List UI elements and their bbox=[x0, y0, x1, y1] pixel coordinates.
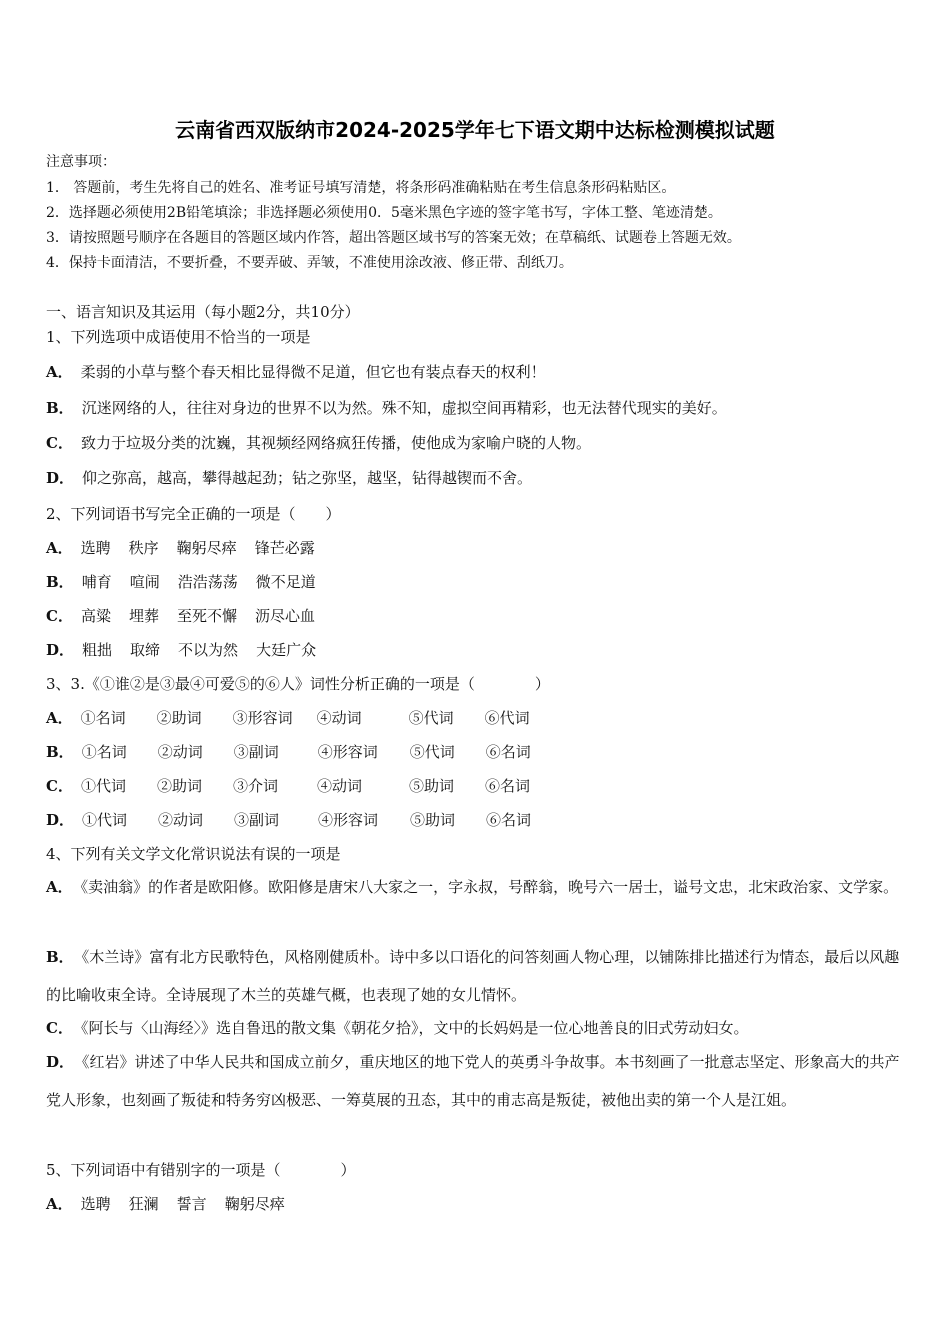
option-word: ⑥名词 bbox=[485, 743, 531, 761]
option-word: ⑤代词 bbox=[408, 709, 454, 727]
notice-item: 4．保持卡面清洁，不要折叠，不要弄破、弄皱，不准使用涂改液、修正带、刮纸刀。 bbox=[46, 255, 573, 271]
option-text: 致力于垃圾分类的沈巍，其视频经网络疯狂传播，使他成为家喻户晓的人物。 bbox=[80, 434, 591, 452]
option-word: ④形容词 bbox=[318, 811, 379, 829]
option-word: 沥尽心血 bbox=[255, 607, 316, 625]
option-word: ③形容词 bbox=[232, 709, 293, 727]
option-letter: A． bbox=[46, 1195, 73, 1213]
option-word: ②动词 bbox=[158, 811, 204, 829]
option-word: ①代词 bbox=[80, 777, 126, 795]
q2-option-c bbox=[46, 606, 333, 626]
option-word: 狂澜 bbox=[128, 1195, 159, 1213]
option-letter: B． bbox=[46, 743, 74, 761]
option-text: 柔弱的小草与整个春天相比显得微不足道，但它也有装点春天的权利！ bbox=[80, 363, 546, 381]
option-word: 大廷广众 bbox=[256, 641, 317, 659]
option-word: 浩浩荡荡 bbox=[177, 573, 238, 591]
option-letter: B． bbox=[46, 948, 74, 966]
option-word: ②助词 bbox=[156, 709, 202, 727]
notice-item: 3．请按照题号顺序在各题目的答题区域内作答，超出答题区域书写的答案无效；在草稿纸、试题卷上答题无效。 bbox=[46, 230, 741, 246]
question-2-stem: 2、下列词语书写完全正确的一项是（ ） bbox=[46, 505, 341, 523]
q5-option-a bbox=[46, 1194, 303, 1214]
option-text: 《阿长与〈山海经〉》选自鲁迅的散文集《朝花夕拾》，文中的长妈妈是一位心地善良的旧式劳动妇女。 bbox=[80, 1019, 749, 1037]
option-text: 《卖油翁》的作者是欧阳修。欧阳修是唐宋八大家之一，字永叔，号醉翁，晚号六一居士，谥号文忠，北宋政治家、文学家。 bbox=[80, 878, 899, 896]
q3-option-a bbox=[46, 708, 545, 728]
option-word: ③副词 bbox=[233, 743, 279, 761]
q1-option-d bbox=[46, 468, 532, 488]
option-word: 哺育 bbox=[81, 573, 112, 591]
option-word: 取缔 bbox=[130, 641, 161, 659]
q4-option-b bbox=[46, 938, 906, 1014]
option-text: 沉迷网络的人，往往对身边的世界不以为然。殊不知，虚拟空间再精彩，也无法替代现实的美好。 bbox=[81, 399, 727, 417]
page-title: 云南省西双版纳市2024-2025学年七下语文期中达标检测模拟试题 bbox=[175, 118, 775, 142]
question-3-stem: 3、3.《①谁②是③最④可爱⑤的⑥人》词性分析正确的一项是（ ） bbox=[46, 675, 550, 693]
option-letter: D． bbox=[46, 641, 75, 659]
option-word: 埋葬 bbox=[128, 607, 159, 625]
q4-option-d bbox=[46, 1043, 906, 1119]
option-word: 秩序 bbox=[128, 539, 159, 557]
option-text: 仰之弥高，越高，攀得越起劲；钻之弥坚，越坚，钻得越锲而不舍。 bbox=[82, 469, 533, 487]
option-letter: A． bbox=[46, 709, 73, 727]
option-letter: A． bbox=[46, 878, 73, 896]
option-letter: D． bbox=[46, 1053, 75, 1071]
option-word: 喧闹 bbox=[129, 573, 160, 591]
option-word: 鞠躬尽瘁 bbox=[176, 539, 237, 557]
option-word: ③副词 bbox=[234, 811, 280, 829]
option-letter: C． bbox=[46, 1019, 73, 1037]
notice-item: 1． 答题前，考生先将自己的姓名、准考证号填写清楚，将条形码准确粘贴在考生信息条形码粘贴区。 bbox=[46, 180, 676, 196]
question-4-stem: 4、下列有关文学文化常识说法有误的一项是 bbox=[46, 845, 341, 863]
option-letter: B． bbox=[46, 399, 74, 417]
option-letter: D． bbox=[46, 811, 75, 829]
question-1-stem: 1、下列选项中成语使用不恰当的一项是 bbox=[46, 328, 311, 346]
option-text: 《木兰诗》富有北方民歌特色，风格刚健质朴。诗中多以口语化的问答刻画人物心理，以铺陈排比描述行为情态，最后以风趣的比喻收束全诗。全诗展现了木兰的英雄气概，也表现了她的女儿情怀。 bbox=[46, 948, 900, 1004]
option-word: ④形容词 bbox=[317, 743, 378, 761]
q2-option-a bbox=[46, 538, 333, 558]
option-letter: C． bbox=[46, 434, 73, 452]
option-text: 《红岩》讲述了中华人民共和国成立前夕，重庆地区的地下党人的英勇斗争故事。本书刻画了一批意志坚定、形象高大的共产党人形象，也刻画了叛徒和特务穷凶极恶、一筹莫展的丑态，其中的甫志高是叛徒，被他出卖的第一个人是江姐。 bbox=[46, 1053, 900, 1109]
q2-option-d bbox=[46, 640, 334, 660]
option-word: 微不足道 bbox=[255, 573, 316, 591]
option-word: ①代词 bbox=[82, 811, 128, 829]
option-word: ③介词 bbox=[232, 777, 278, 795]
option-word: ①名词 bbox=[80, 709, 126, 727]
option-letter: A． bbox=[46, 363, 73, 381]
q1-option-a bbox=[46, 362, 546, 382]
q3-option-b bbox=[46, 742, 546, 762]
option-word: 誓言 bbox=[176, 1195, 207, 1213]
q1-option-b bbox=[46, 398, 727, 418]
option-letter: D． bbox=[46, 469, 75, 487]
option-word: 不以为然 bbox=[178, 641, 239, 659]
question-5-stem: 5、下列词语中有错别字的一项是（ ） bbox=[46, 1161, 356, 1179]
option-word: 至死不懈 bbox=[176, 607, 237, 625]
option-word: ①名词 bbox=[81, 743, 127, 761]
option-word: 鞠躬尽瘁 bbox=[224, 1195, 285, 1213]
option-letter: A． bbox=[46, 539, 73, 557]
option-word: 锋芒必露 bbox=[254, 539, 315, 557]
option-word: ⑥代词 bbox=[484, 709, 530, 727]
option-word: 高粱 bbox=[80, 607, 111, 625]
option-word: 选聘 bbox=[80, 539, 111, 557]
option-letter: C． bbox=[46, 607, 73, 625]
option-word: ⑥名词 bbox=[484, 777, 530, 795]
option-word: 粗拙 bbox=[82, 641, 113, 659]
q4-option-a bbox=[46, 868, 906, 906]
option-word: ④动词 bbox=[316, 709, 362, 727]
option-word: ⑥名词 bbox=[486, 811, 532, 829]
notice-item: 2．选择题必须使用2B铅笔填涂；非选择题必须使用0．5毫米黑色字迹的签字笔书写，字体工整、笔迹清楚。 bbox=[46, 205, 722, 221]
q1-option-c bbox=[46, 433, 591, 453]
option-letter: B． bbox=[46, 573, 74, 591]
q4-option-c bbox=[46, 1009, 906, 1047]
option-word: ②动词 bbox=[157, 743, 203, 761]
option-word: ④动词 bbox=[316, 777, 362, 795]
option-word: 选聘 bbox=[80, 1195, 111, 1213]
q3-option-d bbox=[46, 810, 546, 830]
option-word: ⑤助词 bbox=[408, 777, 454, 795]
q2-option-b bbox=[46, 572, 334, 592]
option-letter: C． bbox=[46, 777, 73, 795]
q3-option-c bbox=[46, 776, 545, 796]
notice-heading: 注意事项： bbox=[46, 154, 116, 170]
option-word: ⑤助词 bbox=[410, 811, 456, 829]
option-word: ⑤代词 bbox=[409, 743, 455, 761]
option-word: ②助词 bbox=[156, 777, 202, 795]
section-heading: 一、语言知识及其运用（每小题2分，共10分） bbox=[46, 303, 360, 321]
